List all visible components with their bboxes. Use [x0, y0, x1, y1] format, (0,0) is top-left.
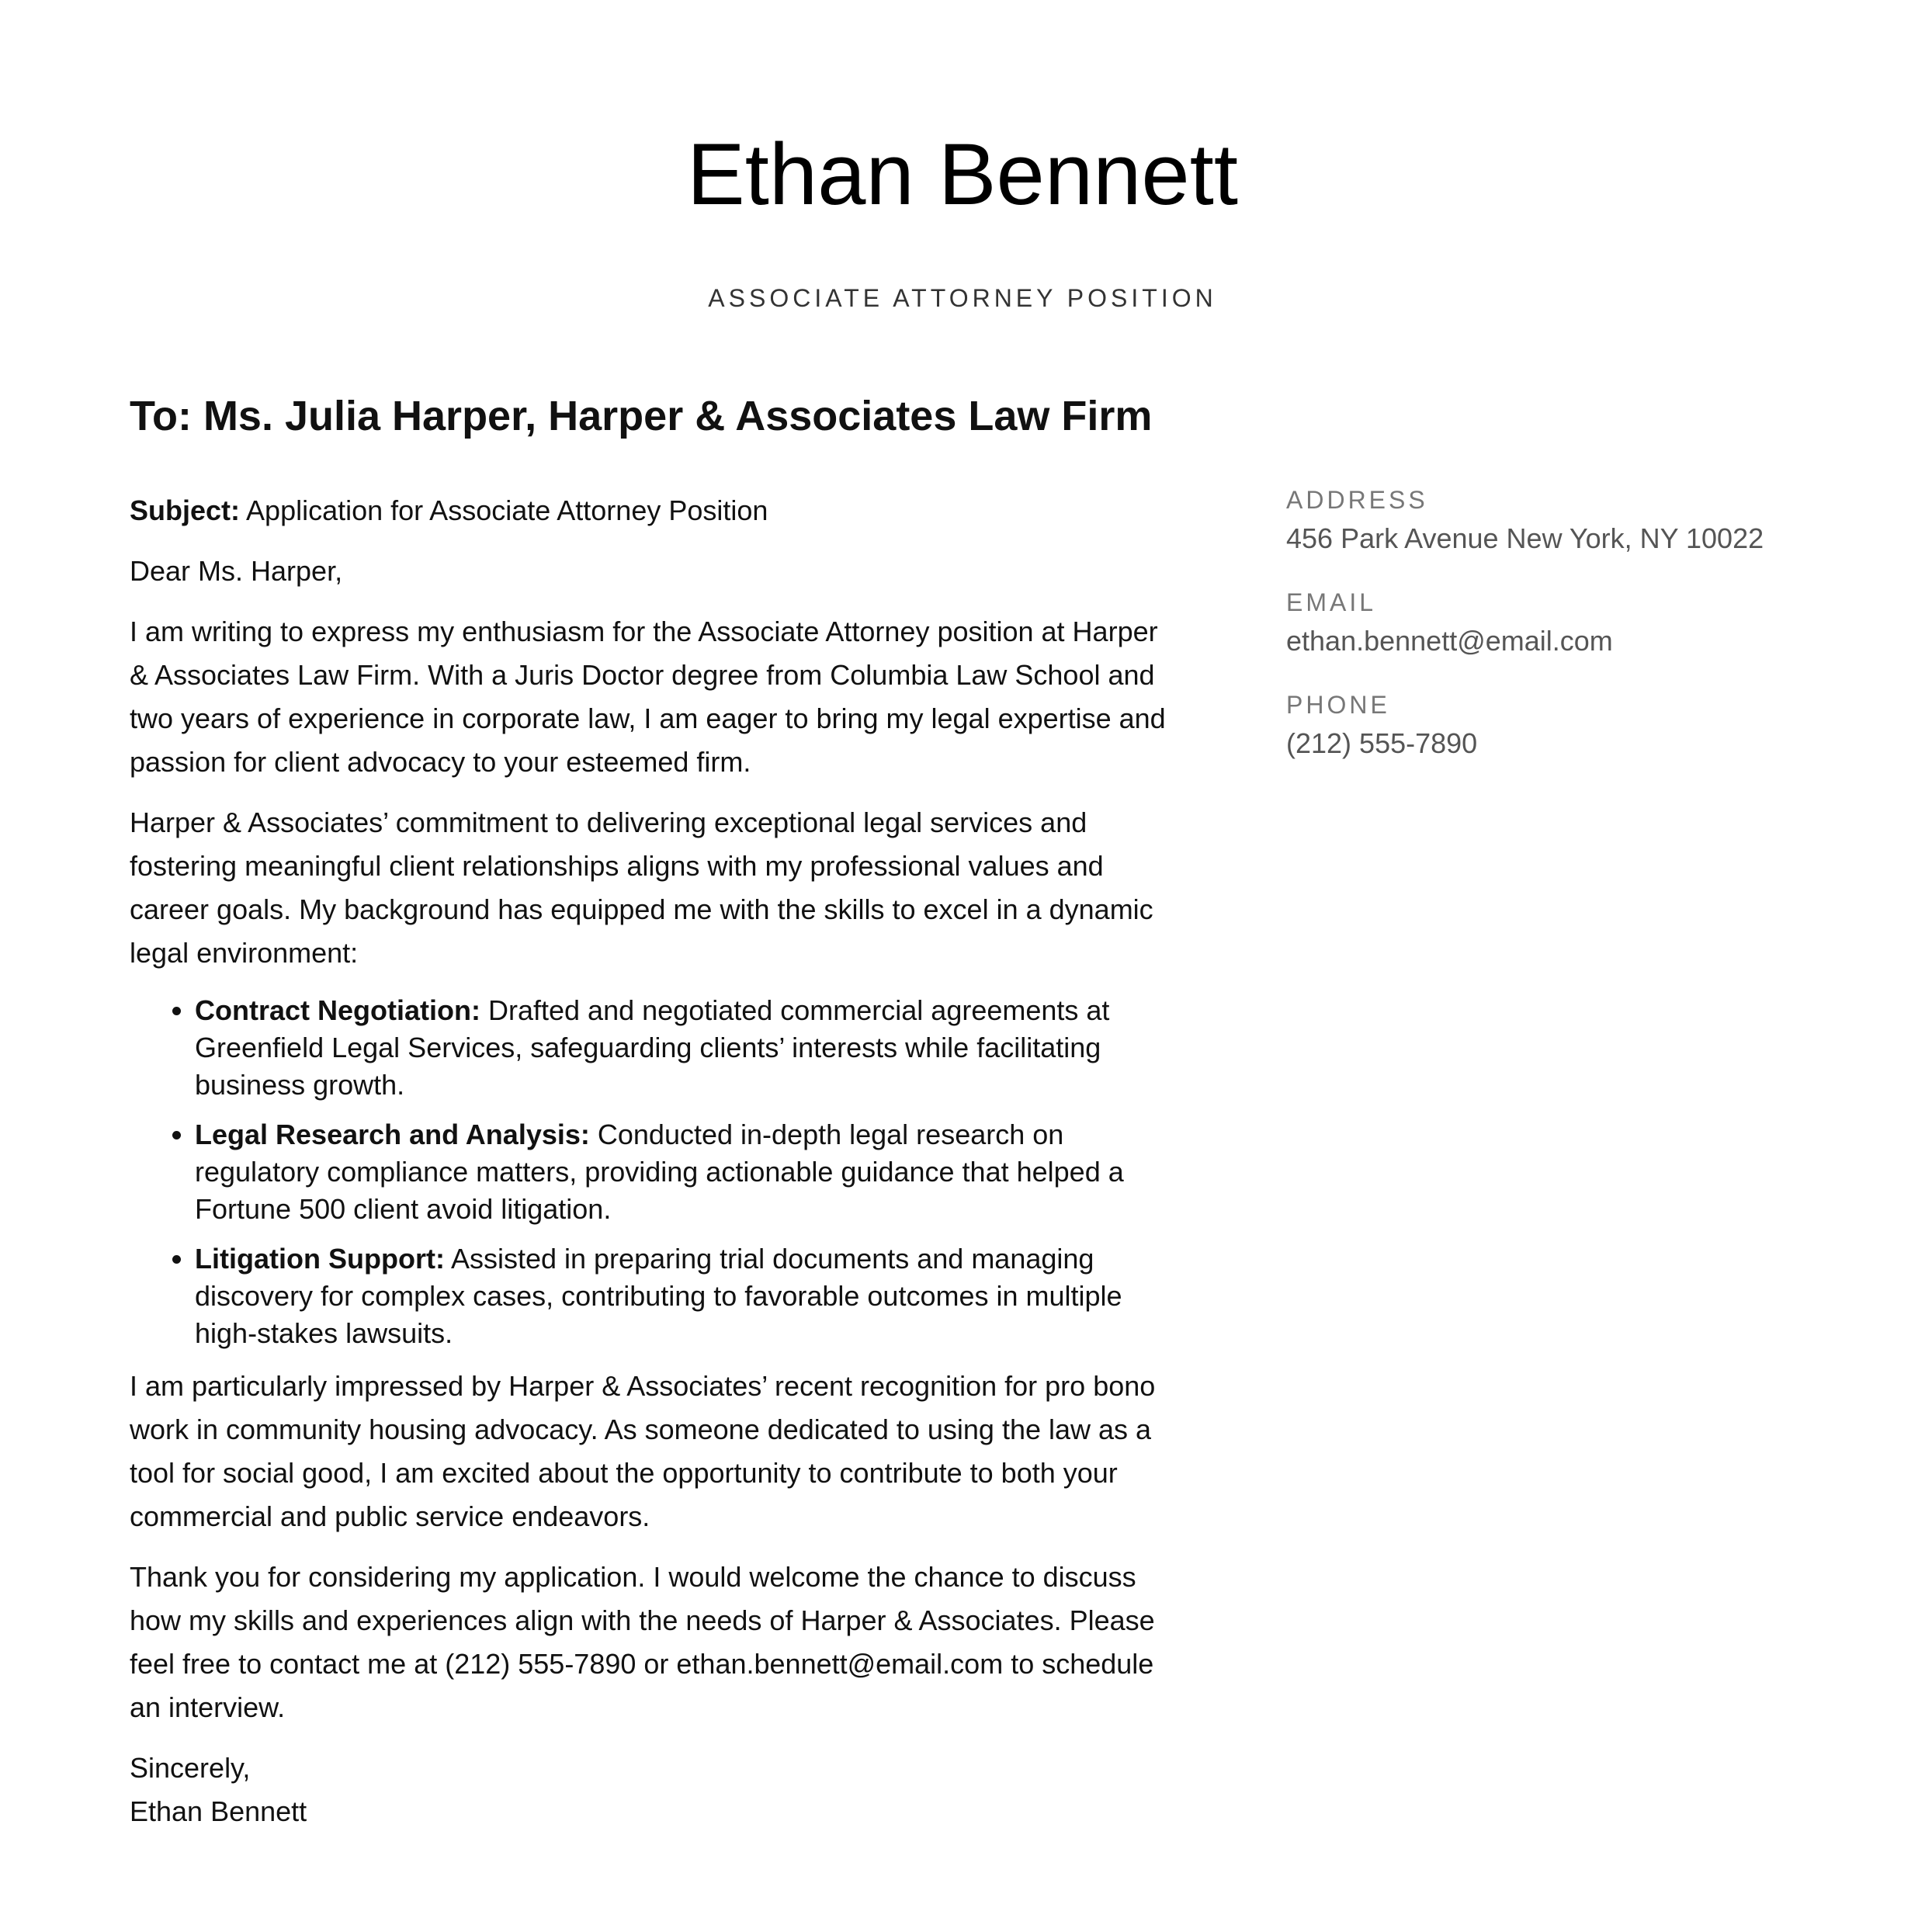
paragraph: Thank you for considering my application. I would welcome the chance to discuss how my skills and experiences align with the needs of Harper & Associates. Please feel free to contact me at (212) 555-7890 or ethan.bennett@email.com to schedule an interview.: [130, 1561, 1155, 1723]
phone-label: PHONE: [1286, 691, 1390, 719]
subject-text: Application for Associate Attorney Position: [246, 494, 768, 526]
applicant-name: Ethan Bennett: [687, 126, 1238, 223]
list-item: [195, 992, 1170, 1104]
list-item: [195, 1116, 1170, 1228]
letter-body: [130, 489, 1170, 1850]
address-label: ADDRESS: [1286, 486, 1428, 514]
position-subtitle: ASSOCIATE ATTORNEY POSITION: [708, 284, 1217, 312]
phone-value: (212) 555-7890: [1286, 727, 1478, 759]
paragraph: I am particularly impressed by Harper & Associates’ recent recognition for pro bono work in community housing advocacy. As someone dedicated to using the law as a tool for social good, I am excited about the opportunity to contribute to both your commercial and public service endeavors.: [130, 1370, 1156, 1532]
email-label: EMAIL: [1286, 588, 1377, 616]
list-item: [195, 1240, 1170, 1352]
subject-label: Subject:: [130, 494, 241, 526]
bullet-text: Assisted in preparing trial documents and managing discovery for complex cases, contributing to favorable outcomes in multiple high-stakes lawsuits.: [195, 1243, 1122, 1349]
bullet-title: Legal Research and Analysis:: [195, 1119, 590, 1150]
greeting: Dear Ms. Harper,: [130, 555, 343, 587]
address-value: 456 Park Avenue New York, NY 10022: [1286, 522, 1764, 554]
email-value: ethan.bennett@email.com: [1286, 625, 1613, 657]
skills-list: [130, 992, 1170, 1352]
paragraph: Harper & Associates’ commitment to delivering exceptional legal services and fostering meaningful client relationships aligns with my professional values and career goals. My background has equipped me with the skills to excel in a dynamic legal environment:: [130, 806, 1153, 969]
bullet-title: Litigation Support:: [195, 1243, 445, 1275]
contact-sidebar: [1286, 481, 1876, 789]
bullet-text: Drafted and negotiated commercial agreements at Greenfield Legal Services, safeguarding clients’ interests while facilitating business growth.: [195, 994, 1110, 1101]
subject-line: [130, 489, 1170, 532]
signoff: Sincerely,: [130, 1752, 251, 1784]
recipient-heading: To: Ms. Julia Harper, Harper & Associates Law Firm: [130, 393, 1153, 439]
paragraph: I am writing to express my enthusiasm for the Associate Attorney position at Harper & Associates Law Firm. With a Juris Doctor degree from Columbia Law School and two years of experience in corporate law, I am eager to bring my legal expertise and passion for client advocacy to your esteemed firm.: [130, 616, 1166, 778]
signature: Ethan Bennett: [130, 1795, 307, 1827]
bullet-text: Conducted in-depth legal research on regulatory compliance matters, providing actionable guidance that helped a Fortune 500 client avoid litigation.: [195, 1119, 1124, 1225]
bullet-title: Contract Negotiation:: [195, 994, 480, 1026]
